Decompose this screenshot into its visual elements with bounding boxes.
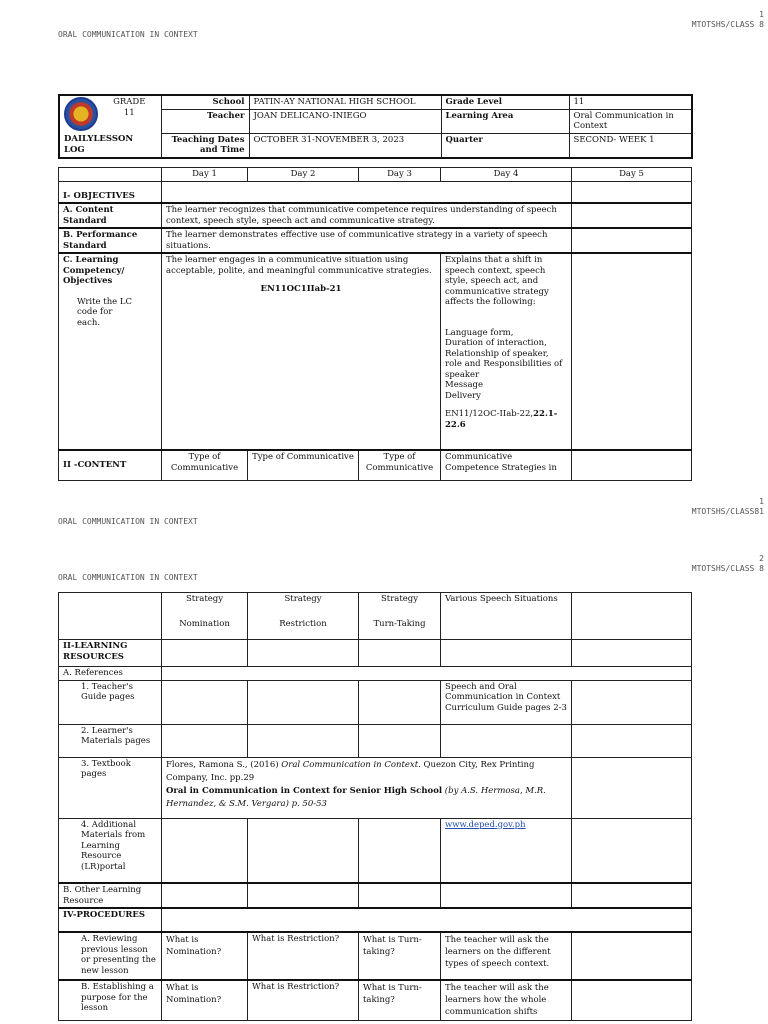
establishing-day4: The teacher will ask the learners how the whole communication shifts — [441, 980, 572, 1020]
school-seal-icon — [64, 97, 98, 131]
establishing-day3: What is Turn-taking? — [359, 980, 441, 1020]
teachers-guide-day4: Speech and Oral Communication in Context Curriculum Guide pages 2-3 — [441, 680, 572, 724]
content-day1: Type of Communicative — [162, 450, 248, 480]
content-standard-label: A. Content Standard — [59, 203, 162, 228]
objectives-heading: I- OBJECTIVES — [59, 181, 162, 203]
references-label: A. References — [59, 667, 162, 681]
content-cont-day4: Various Speech Situations — [441, 593, 572, 640]
page2-running-header: ORAL COMMUNICATION IN CONTEXT — [58, 573, 198, 582]
day-header-1: Day 1 — [162, 168, 248, 182]
day-header-4: Day 4 — [441, 168, 572, 182]
reviewing-lesson-label: A. Reviewing previous lesson or presenting the new lesson — [59, 932, 162, 980]
lesson-plan-table-page2 — [58, 592, 692, 1021]
page2-code: MTOTSHS/CLASS 8 — [691, 564, 764, 573]
additional-materials-label: 4. Additional Materials from Learning Resource (LR)portal — [59, 818, 162, 883]
teacher-label: Teacher — [161, 109, 249, 133]
textbook-ref2-authors: (by A.S. Hermosa, M.R. Hernandez, & S.M. Vergara) p. 50-53 — [166, 785, 546, 809]
reviewing-day3: What is Turn-taking? — [359, 932, 441, 980]
lesson-plan-table-page1 — [58, 167, 692, 481]
teaching-dates-label: Teaching Dates and Time — [161, 133, 249, 158]
content-cont-day1 — [162, 593, 248, 640]
content-day4: Communicative Competence Strategies in — [441, 450, 572, 480]
content-cont-day1-b: Nomination — [179, 618, 230, 629]
day4-code-b: 22.1-22.6 — [445, 409, 558, 430]
day-header-3: Day 3 — [359, 168, 441, 182]
establishing-purpose-label: B. Establishing a purpose for the lesson — [59, 980, 162, 1020]
daily-lesson-log-label: DAILYLESSON LOG — [59, 133, 161, 158]
day4-objective-list: Language form, Duration of interaction, Relationship of speaker, role and Responsibilities of speaker Message Delivery — [445, 327, 563, 401]
footer-page-code: MTOTSHS/CLASS81 — [691, 507, 764, 516]
content-heading: II -CONTENT — [59, 450, 162, 480]
day-header-2: Day 2 — [248, 168, 359, 182]
reviewing-day2: What is Restriction? — [248, 932, 359, 980]
content-cont-day2 — [248, 593, 359, 640]
textbook-ref2-title: Oral in Communication in Context for Senior High School — [166, 785, 443, 796]
teachers-guide-label: 1. Teacher's Guide pages — [59, 680, 162, 724]
content-day2: Type of Communicative — [248, 450, 359, 480]
day4-objective-text: Explains that a shift in speech context, speech style, speech act, and communicative strategy affects the following: — [445, 255, 549, 307]
page-number: 1 — [759, 10, 764, 19]
running-header: ORAL COMMUNICATION IN CONTEXT — [58, 30, 198, 39]
day4-code-a: EN11/12OC-IIab-22, — [445, 409, 534, 419]
learning-resources-heading: II-LEARNING RESOURCES — [59, 640, 162, 667]
grade-value: 11 — [123, 107, 135, 118]
content-standard-text: The learner recognizes that communicative competence requires understanding of speech context, speech style, speech act and communicative strategy. — [162, 203, 572, 228]
learning-competency-day4 — [441, 253, 572, 450]
additional-materials-day4 — [441, 818, 572, 883]
day-header-5: Day 5 — [572, 168, 692, 182]
textbook-references — [162, 757, 572, 818]
textbook-pages-label: 3. Textbook pages — [59, 757, 162, 818]
grade-level-label: Grade Level — [441, 95, 569, 109]
content-day3: Type of Communicative — [359, 450, 441, 480]
content-cont-day1-a: Strategy — [185, 594, 224, 604]
footer-running-header: ORAL COMMUNICATION IN CONTEXT — [58, 517, 198, 526]
teaching-dates-value: OCTOBER 31-NOVEMBER 3, 2023 — [249, 133, 441, 158]
learning-competency-text: The learner engages in a communicative situation using acceptable, polite, and meaningful communicative strategies. — [166, 255, 432, 276]
learners-materials-label: 2. Learner's Materials pages — [59, 724, 162, 757]
establishing-day2: What is Restriction? — [248, 980, 359, 1020]
textbook-ref1-title: Oral Communication in Context. — [281, 759, 421, 770]
learning-competency-label: C. Learning Competency/ Objectives — [63, 255, 125, 286]
establishing-day1: What is Nomination? — [162, 980, 248, 1020]
footer-page-number: 1 — [759, 497, 764, 506]
teacher-value: JOAN DELICANO-INIEGO — [249, 109, 441, 133]
content-cont-day2-b: Restriction — [279, 618, 327, 629]
reviewing-day1: What is Nomination? — [162, 932, 248, 980]
corner-cell — [59, 168, 162, 182]
content-cont-day3 — [359, 593, 441, 640]
procedures-heading: IV-PROCEDURES — [59, 908, 162, 932]
deped-link[interactable]: www.deped.gov.ph — [445, 819, 526, 830]
content-cont-day3-b: Turn-Taking — [373, 618, 426, 629]
info-table — [58, 94, 693, 159]
learning-competency-days1-3 — [162, 253, 441, 450]
school-logo-cell — [59, 95, 161, 133]
page2-number: 2 — [759, 554, 764, 563]
grade-label: GRADE — [113, 97, 146, 107]
reviewing-day4: The teacher will ask the learners on the different types of speech context. — [441, 932, 572, 980]
school-label: School — [161, 95, 249, 109]
quarter-value: SECOND- WEEK 1 — [569, 133, 692, 158]
page-code: MTOTSHS/CLASS 8 — [691, 20, 764, 29]
learning-area-label: Learning Area — [441, 109, 569, 133]
grade-level-value: 11 — [569, 95, 692, 109]
performance-standard-label: B. Performance Standard — [59, 228, 162, 253]
textbook-ref1-publisher: Quezon City, Rex Printing Company, Inc. pp.29 — [166, 759, 535, 783]
learning-area-value: Oral Communication in Context — [569, 109, 692, 133]
textbook-ref1-author: Flores, Ramona S., (2016) — [166, 759, 282, 770]
other-resources-label: B. Other Learning Resource — [59, 883, 162, 908]
learning-competency-cell — [59, 253, 162, 450]
school-value: PATIN-AY NATIONAL HIGH SCHOOL — [249, 95, 441, 109]
learning-competency-code: EN11OC1IIab-21 — [260, 284, 342, 294]
quarter-label: Quarter — [441, 133, 569, 158]
content-cont-day2-a: Strategy — [284, 594, 322, 604]
lc-code-note: Write the LC code for each. — [77, 296, 133, 328]
performance-standard-text: The learner demonstrates effective use of communicative strategy in a variety of speech situations. — [162, 228, 572, 253]
content-cont-day3-a: Strategy — [380, 594, 419, 604]
